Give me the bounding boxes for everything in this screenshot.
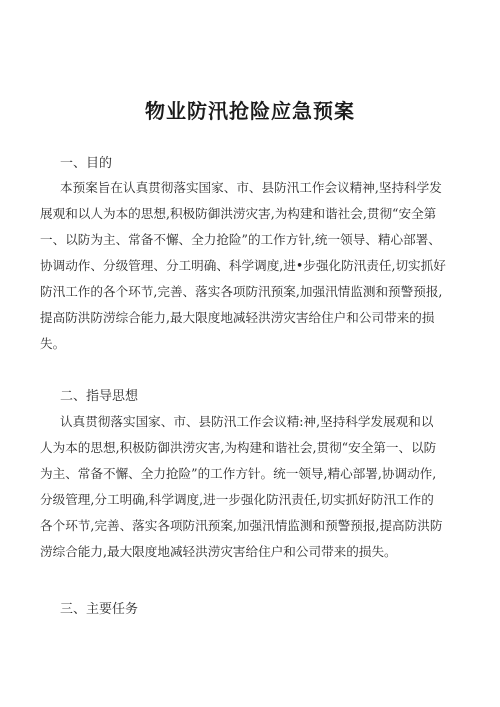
- paragraph-line: 失。: [40, 336, 66, 351]
- paragraph-line: 防汛工作的各个环节,完善、落实各项防汛预案,加强汛情监测和预警预报,: [40, 284, 443, 299]
- paragraph-line: 涝综合能力,最大限度地减轻洪涝灾害给住户和公司带来的损失。: [40, 544, 397, 559]
- section-paragraph-purpose: [40, 175, 460, 357]
- document-title: 物业防汛抢险应急预案: [145, 99, 355, 123]
- paragraph-line: 提高防洪防涝综合能力,最大限度地减轻洪涝灾害给住户和公司带来的损: [40, 310, 435, 325]
- paragraph-line: 分级管理,分工明确,科学调度,进一步强化防汛责任,切实抓好防汛工作的: [40, 492, 434, 507]
- paragraph-line: 本预案旨在认真贯彻落实国家、市、县防汛工作会议精神,坚持科学发: [60, 180, 442, 195]
- paragraph-line: 认真贯彻落实国家、市、县防汛工作会议精:神,坚持科学发展观和以: [60, 414, 434, 429]
- section-paragraph-guiding-principle: [40, 409, 460, 565]
- paragraph-line: 协调动作、分级管理、分工明确、科学调度,进•步强化防汛责任,切实抓好: [40, 258, 446, 273]
- section-heading-main-tasks: 三、主要任务: [60, 602, 139, 617]
- paragraph-line: 展观和以人为本的思想,积极防御洪涝灾害,为构建和谐社会,贯彻“安全第: [40, 206, 437, 221]
- section-heading-guiding-principle: 二、指导思想: [60, 389, 139, 404]
- paragraph-line: 人为本的思想,积极防御洪涝灾害,为构建和谐社会,贯彻“安全第一、以防: [40, 440, 437, 455]
- paragraph-line: 各个环节,完善、落实各项防汛预案,加强汛情监测和预警预报,提高防洪防: [40, 518, 443, 533]
- paragraph-line: 为主、常备不懈、全力抢险”的工作方针。统一领导,精心部署,协调动作,: [40, 466, 437, 481]
- section-heading-purpose: 一、目的: [60, 156, 113, 171]
- paragraph-line: 一、以防为主、常备不懈、全力抢险”的工作方针,统一领导、精心部署、: [40, 232, 441, 247]
